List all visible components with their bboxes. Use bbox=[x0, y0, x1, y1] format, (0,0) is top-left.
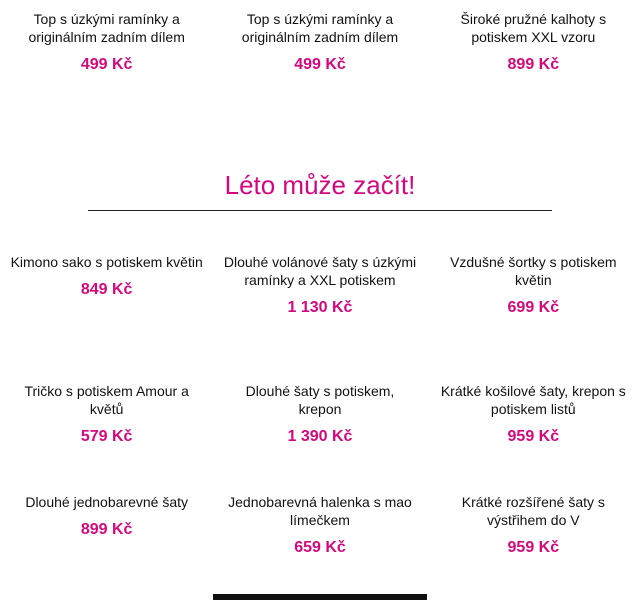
product-price: 849 Kč bbox=[80, 281, 133, 298]
product-name[interactable]: Krátké rozšířené šaty s výstřihem do V bbox=[461, 494, 605, 528]
product-card[interactable] bbox=[427, 493, 640, 558]
product-name[interactable]: Vzdušné šortky s potiskem květin bbox=[450, 254, 617, 288]
section-title: Léto může začít! bbox=[224, 170, 416, 200]
product-card[interactable] bbox=[213, 10, 426, 75]
product-name[interactable]: Široké pružné kalhoty s potiskem XXL vzoru bbox=[460, 11, 607, 45]
product-name[interactable]: Tričko s potiskem Amour a květů bbox=[24, 383, 189, 417]
product-price: 899 Kč bbox=[80, 521, 133, 538]
product-price: 1 130 Kč bbox=[287, 299, 353, 316]
product-card[interactable] bbox=[213, 382, 426, 447]
section-divider bbox=[88, 210, 552, 211]
product-price: 1 390 Kč bbox=[287, 428, 353, 445]
product-card[interactable] bbox=[0, 382, 213, 447]
product-price: 659 Kč bbox=[294, 539, 346, 556]
product-card[interactable] bbox=[213, 493, 426, 558]
top-products-row bbox=[0, 10, 640, 75]
show-more-button[interactable] bbox=[213, 594, 427, 600]
product-name[interactable]: Dlouhé šaty s potiskem, krepon bbox=[245, 383, 395, 417]
product-name[interactable]: Top s úzkými ramínky a originálním zadním dílem bbox=[28, 11, 185, 45]
product-name[interactable]: Dlouhé jednobarevné šaty bbox=[25, 494, 188, 510]
product-row bbox=[0, 253, 640, 318]
product-price: 959 Kč bbox=[507, 428, 560, 445]
product-price: 699 Kč bbox=[507, 299, 560, 316]
product-card[interactable] bbox=[427, 382, 640, 447]
product-card[interactable] bbox=[0, 493, 213, 558]
product-row bbox=[0, 382, 640, 447]
product-price: 499 Kč bbox=[294, 56, 346, 73]
product-name[interactable]: Kimono sako s potiskem květin bbox=[10, 254, 203, 270]
product-price: 499 Kč bbox=[80, 56, 133, 73]
product-card[interactable] bbox=[213, 253, 426, 318]
product-price: 899 Kč bbox=[507, 56, 560, 73]
product-card[interactable] bbox=[427, 253, 640, 318]
product-card[interactable] bbox=[0, 253, 213, 318]
product-card[interactable] bbox=[427, 10, 640, 75]
product-name[interactable]: Krátké košilové šaty, krepon s potiskem listů bbox=[440, 383, 626, 417]
product-name[interactable]: Dlouhé volánové šaty s úzkými ramínky a XXL potiskem bbox=[223, 254, 417, 288]
product-row bbox=[0, 493, 640, 558]
product-price: 959 Kč bbox=[507, 539, 560, 556]
product-name[interactable]: Jednobarevná halenka s mao límečkem bbox=[228, 494, 412, 528]
product-price: 579 Kč bbox=[80, 428, 133, 445]
product-card[interactable] bbox=[0, 10, 213, 75]
product-name[interactable]: Top s úzkými ramínky a originálním zadním dílem bbox=[241, 11, 399, 45]
